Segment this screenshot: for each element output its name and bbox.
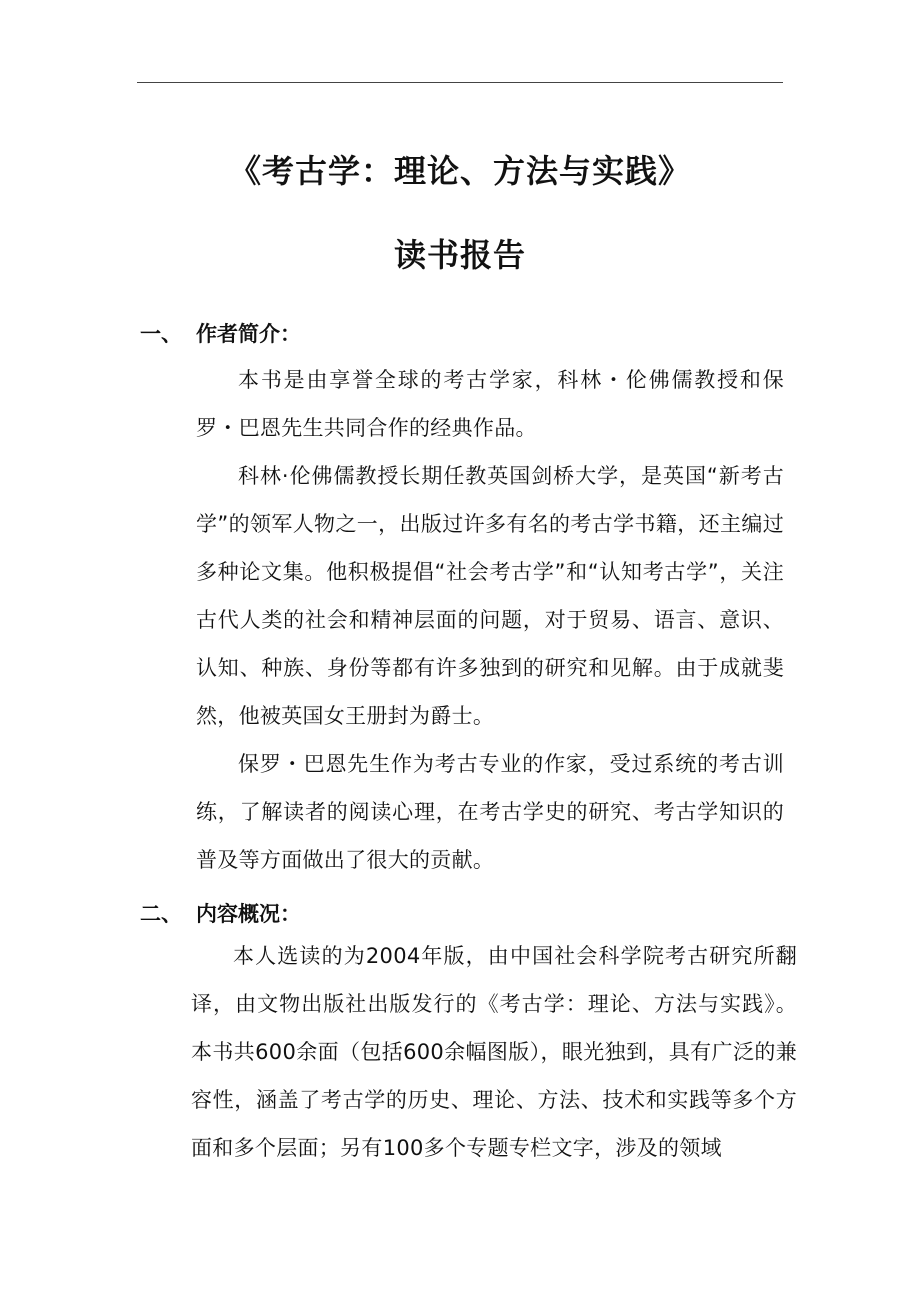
section-number: 一、 [140,322,182,346]
document-title: 《考古学：理论、方法与实践》 [228,152,691,190]
section-heading-content [140,898,301,928]
section-title: 内容概况： [196,902,301,926]
paragraph-renfrew-bio: 科林·伦佛儒教授长期任教英国剑桥大学，是英国“新考古学”的领军人物之一，出版过许多有名的考古学书籍，还主编过多种论文集。他积极提倡“社会考古学”和“认知考古学”，关注古代人类的社会和精神层面的问题，对于贸易、语言、意识、认知、种族、身份等都有许多独到的研究和见解。由于成就斐然，他被英国女王册封为爵士。 [196,464,784,728]
document-subtitle: 读书报告 [393,236,526,274]
paragraph-bahn-bio: 保罗・巴恩先生作为考古专业的作家，受过系统的考古训练，了解读者的阅读心理，在考古学史的研究、考古学知识的普及等方面做出了很大的贡献。 [196,752,784,872]
header-rule [137,82,783,83]
section-title: 作者简介： [196,322,301,346]
section-heading-author [140,318,301,348]
section-number: 二、 [140,902,182,926]
paragraph-author-intro: 本书是由享誉全球的考古学家，科林・伦佛儒教授和保罗・巴恩先生共同合作的经典作品。 [196,368,784,440]
paragraph-content-overview: 本人选读的为2004年版，由中国社会科学院考古研究所翻译，由文物出版社出版发行的《考古学：理论、方法与实践》。本书共600余面（包括600余幅图版），眼光独到，具有广泛的兼容性，涵盖了考古学的历史、理论、方法、技术和实践等多个方面和多个层面；另有100多个专题专栏文字，涉及的领域 [191,944,797,1160]
